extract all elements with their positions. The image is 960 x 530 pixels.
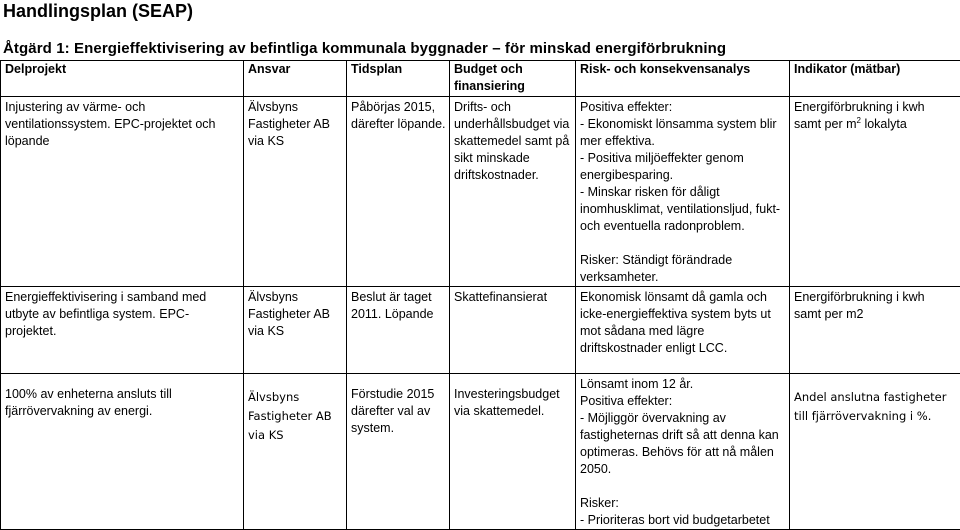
- column-header-risk: Risk- och konsekvensanalys: [576, 61, 790, 97]
- delprojekt-cell: Energieffektivisering i samband med utbyte av befintliga system. EPC- projektet.: [1, 287, 244, 374]
- budget-cell: Investeringsbudget via skattemedel.: [450, 374, 576, 530]
- table-row: [1, 287, 960, 374]
- ansvar-cell: Älvsbyns Fastigheter AB via KS: [244, 374, 347, 530]
- indikator-tail: lokalyta: [861, 117, 907, 131]
- column-header-ansvar: Ansvar: [244, 61, 347, 97]
- indikator-text: Energiförbrukning i kwh samt per m: [794, 100, 925, 131]
- delprojekt-cell: Injustering av värme- och ventilationssystem. EPC-projektet och löpande: [1, 97, 244, 287]
- column-header-indikator: Indikator (mätbar): [790, 61, 960, 97]
- risk-cell: Lönsamt inom 12 år. Positiva effekter: - Möjliggör övervakning av fastigheternas drift så att denna kan optimeras. Behövs för att nå målen 2050. Risker: - Prioriteras bort vid budgetarbetet: [576, 374, 790, 530]
- table-row: [1, 97, 960, 287]
- budget-cell: Skattefinansierat: [450, 287, 576, 374]
- table-row: [1, 374, 960, 530]
- delprojekt-cell: 100% av enheterna ansluts till fjärrövervakning av energi.: [1, 374, 244, 530]
- superscript: 2: [857, 116, 861, 125]
- column-header-delprojekt: Delprojekt: [1, 61, 244, 97]
- tidsplan-cell: Beslut är taget 2011. Löpande: [347, 287, 450, 374]
- ansvar-cell: Älvsbyns Fastigheter AB via KS: [244, 97, 347, 287]
- table-header-row: [1, 61, 960, 97]
- budget-cell: Drifts- och underhållsbudget via skattemedel samt på sikt minskade driftskostnader.: [450, 97, 576, 287]
- action-plan-table: [0, 60, 960, 530]
- indikator-cell: Energiförbrukning i kwh samt per m2: [790, 287, 960, 374]
- page-title: Handlingsplan (SEAP): [3, 1, 193, 22]
- indikator-cell: [790, 97, 960, 287]
- column-header-budget: Budget och finansiering: [450, 61, 576, 97]
- action-title: Åtgärd 1: Energieffektivisering av befintliga kommunala byggnader – för minskad energiförbrukning: [3, 40, 726, 57]
- tidsplan-cell: Förstudie 2015 därefter val av system.: [347, 374, 450, 530]
- indikator-cell: Andel anslutna fastigheter till fjärrövervakning i %.: [790, 374, 960, 530]
- risk-cell: Ekonomisk lönsamt då gamla och icke-energieffektiva system byts ut mot sådana med lägre driftskostnader enligt LCC.: [576, 287, 790, 374]
- ansvar-cell: Älvsbyns Fastigheter AB via KS: [244, 287, 347, 374]
- tidsplan-cell: Påbörjas 2015, därefter löpande.: [347, 97, 450, 287]
- risk-cell: Positiva effekter: - Ekonomiskt lönsamma system blir mer effektiva. - Positiva miljöeffekter genom energibesparing. - Minskar risken för dåligt inomhusklimat, ventilationsljud, fukt- och eventuella radonproblem. Risker: Ständigt förändrade verksamheter.: [576, 97, 790, 287]
- column-header-tidsplan: Tidsplan: [347, 61, 450, 97]
